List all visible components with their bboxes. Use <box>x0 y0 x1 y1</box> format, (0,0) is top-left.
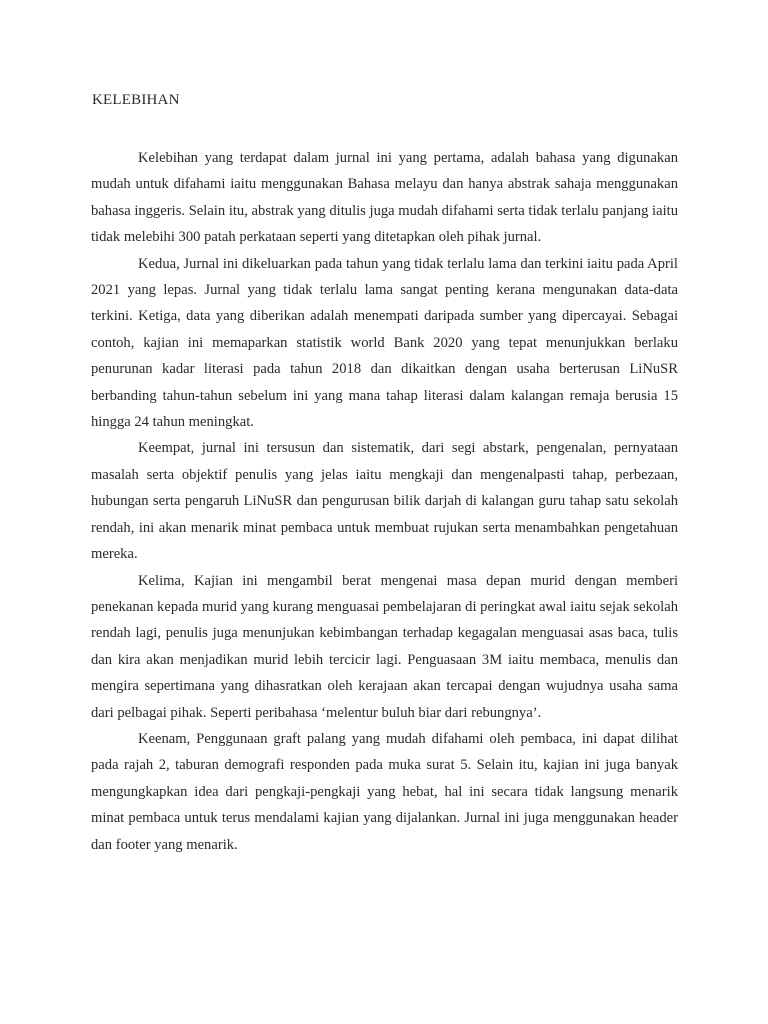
paragraph-3: Keempat, jurnal ini tersusun dan sistematik, dari segi abstark, pengenalan, pernyataan masalah serta objektif penulis yang jelas iaitu mengkaji dan mengenalpasti tahap, perbezaan, hubungan serta pengaruh LiNuSR dan pengurusan bilik darjah di kalangan guru tahap satu sekolah rendah, ini akan menarik minat pembaca untuk membuat rujukan serta menambahkan pengetahuan mereka. <box>91 440 678 563</box>
section-heading: KELEBIHAN <box>92 92 180 108</box>
paragraph-1: Kelebihan yang terdapat dalam jurnal ini yang pertama, adalah bahasa yang digunakan mudah untuk difahami iaitu menggunakan Bahasa melayu dan hanya abstrak sahaja menggunakan bahasa inggeris. Selain itu, abstrak yang ditulis juga mudah difahami serta tidak terlalu panjang iaitu tidak melebihi 300 patah perkataan seperti yang ditetapkan oleh pihak jurnal. <box>91 150 678 246</box>
paragraph-4: Kelima, Kajian ini mengambil berat mengenai masa depan murid dengan memberi penekanan kepada murid yang kurang menguasai pembelajaran di peringkat awal iaitu sejak sekolah rendah lagi, penulis juga menunjukan kebimbangan terhadap kegagalan menguasai asas baca, tulis dan kira akan menjadikan murid lebih tercicir lagi. Penguasaan 3M iaitu membaca, menulis dan mengira sepertimana yang dihasratkan oleh kerajaan akan tercapai dengan wujudnya usaha sama dari pelbagai pihak. Seperti peribahasa ‘melentur buluh biar dari rebungnya’. <box>91 572 678 721</box>
body-text <box>91 145 678 858</box>
paragraph-5: Keenam, Penggunaan graft palang yang mudah difahami oleh pembaca, ini dapat dilihat pada rajah 2, taburan demografi responden pada muka surat 5. Selain itu, kajian ini juga banyak mengungkapkan idea dari pengkaji-pengkaji yang hebat, hal ini secara tidak langsung menarik minat pembaca untuk terus mendalami kajian yang dijalankan. Jurnal ini juga menggunakan header dan footer yang menarik. <box>91 730 678 853</box>
paragraph-2: Kedua, Jurnal ini dikeluarkan pada tahun yang tidak terlalu lama dan terkini iaitu pada April 2021 yang lepas. Jurnal yang tidak terlalu lama sangat penting kerana mengunakan data-data terkini. Ketiga, data yang diberikan adalah menempati daripada sumber yang dipercayai. Sebagai contoh, kajian ini memaparkan statistik world Bank 2020 yang tepat menunjukkan berlaku penurunan kadar literasi pada tahun 2018 dan dikaitkan dengan usaha berterusan LiNuSR berbanding tahun-tahun sebelum ini yang mana tahap literasi dalam kalangan remaja berusia 15 hingga 24 tahun meningkat. <box>91 255 678 431</box>
